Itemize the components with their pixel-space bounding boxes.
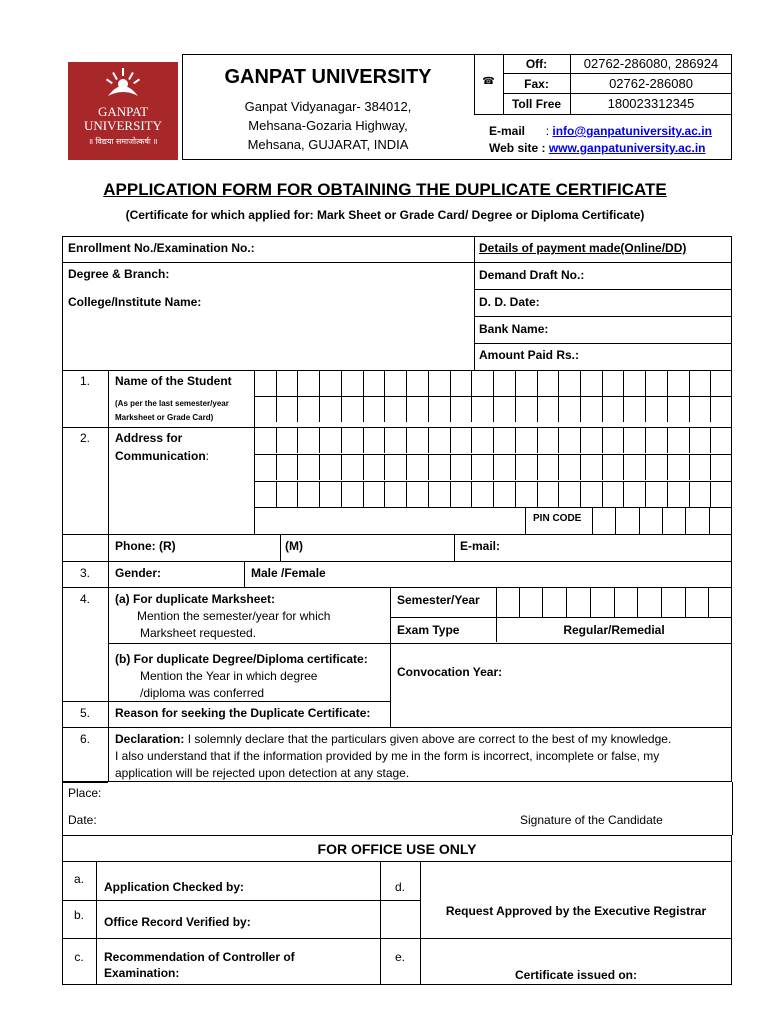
item-b-line-2: Mention the Year in which degree (140, 669, 318, 683)
row-4-number: 4. (79, 592, 90, 606)
exam-type-options[interactable]: Regular/Remedial (563, 623, 665, 637)
student-name-char-boxes-2[interactable] (254, 396, 732, 422)
row-2-number: 2. (79, 431, 90, 445)
logo-motto: ॥ विद्यया समाजोत्कर्षः ॥ (88, 137, 158, 146)
form-subtitle: Mark Sheet or Grade Card/ Degree or Diploma Certificate) (316, 208, 645, 222)
address-line-3: Mehsana, GUJARAT, INDIA (247, 137, 409, 152)
row-6-number: 6. (79, 732, 90, 746)
certificate-issued-label: Certificate issued on: (514, 968, 638, 982)
logo-line1: GANPAT (97, 104, 149, 119)
office-a-number: a. (73, 872, 84, 886)
date-label: Date: (68, 813, 97, 827)
semester-year-boxes[interactable] (496, 587, 732, 617)
item-a-label: (a) For duplicate Marksheet: (115, 592, 276, 606)
applicant-email-label: E-mail: (460, 539, 501, 553)
declaration-line-1: I solemnly declare that the particulars given above are correct to the best of my knowledge. (184, 732, 672, 746)
address-label-1: Address for (115, 431, 183, 445)
contact-tollfree-label: Toll Free (511, 97, 562, 111)
pin-code-boxes[interactable] (592, 507, 732, 534)
item-a-line-3: Marksheet requested. (140, 626, 257, 640)
email-link[interactable]: info@ganpatuniversity.ac.in (552, 124, 712, 138)
gender-options[interactable]: Male /Female (251, 566, 326, 580)
dd-number-label: Demand Draft No.: (479, 268, 585, 282)
contact-tollfree-value: 180023312345 (607, 96, 695, 111)
controller-recommendation-label-2: Examination: (104, 966, 180, 980)
row-3-number: 3. (79, 566, 90, 580)
website-link[interactable]: www.ganpatuniversity.ac.in (548, 141, 706, 155)
exam-type-label: Exam Type (397, 623, 460, 637)
semester-year-label: Semester/Year (397, 593, 480, 607)
form-title: APPLICATION FORM FOR OBTAINING THE DUPLICATE CERTIFICATE (103, 180, 667, 199)
address-line-2: Mehsana-Gozaria Highway, (248, 118, 408, 133)
declaration-line-3: application will be rejected upon detection at any stage. (115, 766, 410, 780)
enrollment-label: Enrollment No./Examination No.: (68, 241, 255, 255)
student-name-label: Name of the Student (115, 374, 232, 388)
office-b-number: b. (73, 908, 84, 922)
phone-icon: ☎ (482, 76, 495, 87)
email-label: E-mail (489, 124, 526, 138)
convocation-year-label: Convocation Year: (397, 665, 503, 679)
phone-m-label: (M) (285, 539, 303, 553)
student-name-note-1: (As per the last semester/year (115, 399, 229, 408)
contact-fax-label: Fax: (524, 77, 549, 91)
student-name-char-boxes[interactable] (254, 370, 732, 396)
contact-off-label: Off: (525, 57, 548, 71)
college-label: College/Institute Name: (68, 295, 202, 309)
amount-paid-label: Amount Paid Rs.: (479, 348, 580, 362)
bank-name-label: Bank Name: (479, 322, 549, 336)
declaration-label: Declaration: (115, 732, 185, 746)
payment-heading: Details of payment made(Online/DD) (479, 241, 687, 255)
address-label-2: Communication (115, 449, 206, 463)
address-char-boxes-3[interactable] (254, 481, 732, 507)
reason-label: Reason for seeking the Duplicate Certificate: (115, 706, 371, 720)
contact-fax-value: 02762-286080 (609, 76, 693, 91)
place-label: Place: (68, 786, 102, 800)
item-a-line-2: Mention the semester/year for which (137, 609, 331, 623)
address-char-boxes-2[interactable] (254, 454, 732, 480)
contact-off-value: 02762-286080, 286924 (583, 56, 719, 71)
logo-emblem-icon (68, 66, 178, 106)
item-b-label: (b) For duplicate Degree/Diploma certificate: (115, 652, 368, 666)
candidate-signature-label: Signature of the Candidate (520, 813, 663, 827)
student-name-note-2: Marksheet or Grade Card) (115, 413, 214, 422)
gender-label: Gender: (115, 566, 162, 580)
application-checked-label: Application Checked by: (104, 880, 245, 894)
office-use-heading: FOR OFFICE USE ONLY (317, 841, 477, 857)
university-logo (68, 62, 178, 160)
office-record-verified-label: Office Record Verified by: (104, 915, 251, 929)
logo-line2: UNIVERSITY (84, 118, 162, 133)
pin-code-label: PIN CODE (533, 513, 582, 524)
row-5-number: 5. (79, 706, 90, 720)
address-char-boxes-1[interactable] (254, 427, 732, 453)
form-subtitle-bold: (Certificate for which applied for: (125, 208, 317, 222)
declaration-line-2: I also understand that if the information provided by me in the form is incorrect, incomplete or false, my (115, 749, 660, 763)
university-name: GANPAT UNIVERSITY (224, 66, 432, 88)
row-1-number: 1. (79, 374, 90, 388)
office-d-number: d. (394, 880, 405, 894)
dd-date-label: D. D. Date: (479, 295, 540, 309)
address-colon: : (205, 449, 210, 463)
phone-r-label: Phone: (R) (115, 539, 176, 553)
item-b-line-3: /diploma was conferred (140, 686, 265, 700)
controller-recommendation-label-1: Recommendation of Controller of (104, 950, 295, 964)
website-label: Web site : (489, 141, 546, 155)
degree-branch-label: Degree & Branch: (68, 267, 170, 281)
address-line-1: Ganpat Vidyanagar- 384012, (244, 99, 412, 114)
office-c-number: c. (74, 950, 84, 964)
executive-registrar-approval-label: Request Approved by the Executive Registrar (445, 904, 707, 918)
email-separator: : (545, 124, 550, 138)
office-e-number: e. (394, 950, 405, 964)
